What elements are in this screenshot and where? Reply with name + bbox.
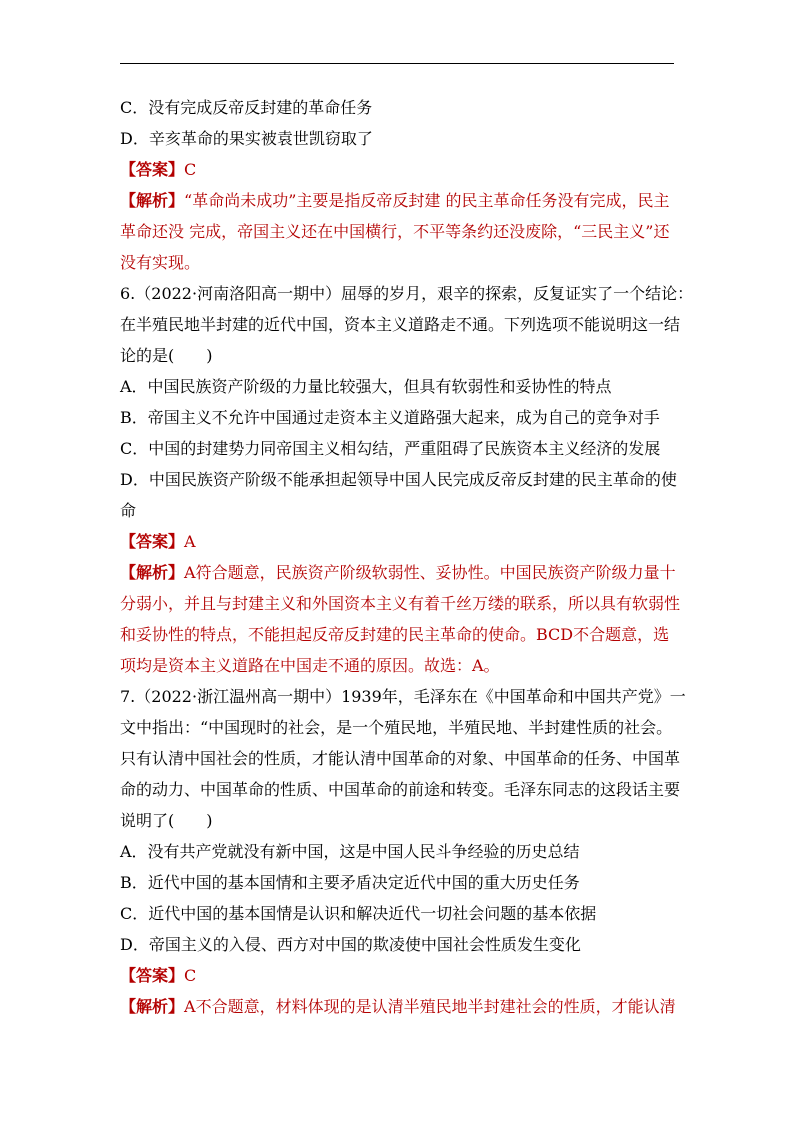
option-d: D．帝国主义的入侵、西方对中国的欺凌使中国社会性质发生变化	[120, 935, 581, 954]
answer-value: A	[184, 532, 196, 551]
option-c: C．没有完成反帝反封建的革命任务	[120, 98, 373, 117]
question-stem: 论的是( )	[120, 346, 213, 365]
analysis-line: 和妥协性的特点，不能担起反帝反封建的民主革命的使命。BCD不合题意，选	[120, 625, 670, 644]
option-b: B．近代中国的基本国情和主要矛盾决定近代中国的重大历史任务	[120, 873, 580, 892]
question-stem: 命的动力、中国革命的性质、中国革命的前途和转变。毛泽东同志的这段话主要	[120, 780, 681, 799]
answer-value: C	[184, 160, 197, 179]
question-stem: 说明了( )	[120, 811, 213, 830]
option-b: B．帝国主义不允许中国通过走资本主义道路强大起来，成为自己的竞争对手	[120, 408, 660, 427]
question-stem: 文中指出：“中国现时的社会，是一个殖民地，半殖民地、半封建性质的社会。	[120, 718, 673, 737]
option-d: D．辛亥革命的果实被袁世凯窃取了	[120, 129, 373, 148]
analysis-line: 项均是资本主义道路在中国走不通的原因。故选：A。	[120, 656, 500, 675]
answer-tag: 【答案】	[120, 160, 185, 179]
analysis-line	[120, 557, 676, 588]
question-stem: 7.（2022·浙江温州高一期中）1939年，毛泽东在《中国革命和中国共产党》一	[120, 687, 686, 706]
analysis-tag: 【解析】	[120, 997, 185, 1016]
analysis-line: 没有实现。	[120, 253, 201, 272]
analysis-line: 革命还没 完成，帝国主义还在中国横行，不平等条约还没废除，“三民主义”还	[120, 222, 670, 241]
answer-tag: 【答案】	[120, 532, 185, 551]
question-stem: 6.（2022·河南洛阳高一期中）屈辱的岁月，艰辛的探索，反复证实了一个结论：	[120, 284, 694, 303]
analysis-line	[120, 991, 676, 1022]
analysis-tag: 【解析】	[120, 563, 185, 582]
option-a: A．没有共产党就没有新中国，这是中国人民斗争经验的历史总结	[120, 842, 580, 861]
answer-line	[120, 154, 676, 185]
answer-value: C	[184, 966, 197, 985]
question-stem: 在半殖民地半封建的近代中国，资本主义道路走不通。下列选项不能说明这一结	[120, 315, 681, 334]
analysis-text: A不合题意，材料体现的是认清半殖民地半封建社会的性质，才能认清	[184, 997, 676, 1016]
answer-tag: 【答案】	[120, 966, 185, 985]
header-rule	[120, 63, 674, 64]
analysis-tag: 【解析】	[120, 191, 185, 210]
analysis-text: “革命尚未成功”主要是指反帝反封建 的民主革命任务没有完成，民主	[184, 191, 670, 210]
option-c: C．中国的封建势力同帝国主义相勾结，严重阻碍了民族资本主义经济的发展	[120, 439, 661, 458]
document-body	[120, 92, 694, 1022]
option-a: A．中国民族资产阶级的力量比较强大，但具有软弱性和妥协性的特点	[120, 377, 612, 396]
answer-line	[120, 526, 676, 557]
option-c: C．近代中国的基本国情是认识和解决近代一切社会问题的基本依据	[120, 904, 597, 923]
option-d-continued: 命	[120, 501, 137, 520]
option-d: D．中国民族资产阶级不能承担起领导中国人民完成反帝反封建的民主革命的使	[120, 470, 677, 489]
analysis-line	[120, 185, 676, 216]
question-stem: 只有认清中国社会的性质，才能认清中国革命的对象、中国革命的任务、中国革	[120, 749, 681, 768]
analysis-text: A符合题意，民族资产阶级软弱性、妥协性。中国民族资产阶级力量十	[184, 563, 676, 582]
analysis-line: 分弱小，并且与封建主义和外国资本主义有着千丝万缕的联系，所以具有软弱性	[120, 594, 681, 613]
answer-line	[120, 960, 676, 991]
